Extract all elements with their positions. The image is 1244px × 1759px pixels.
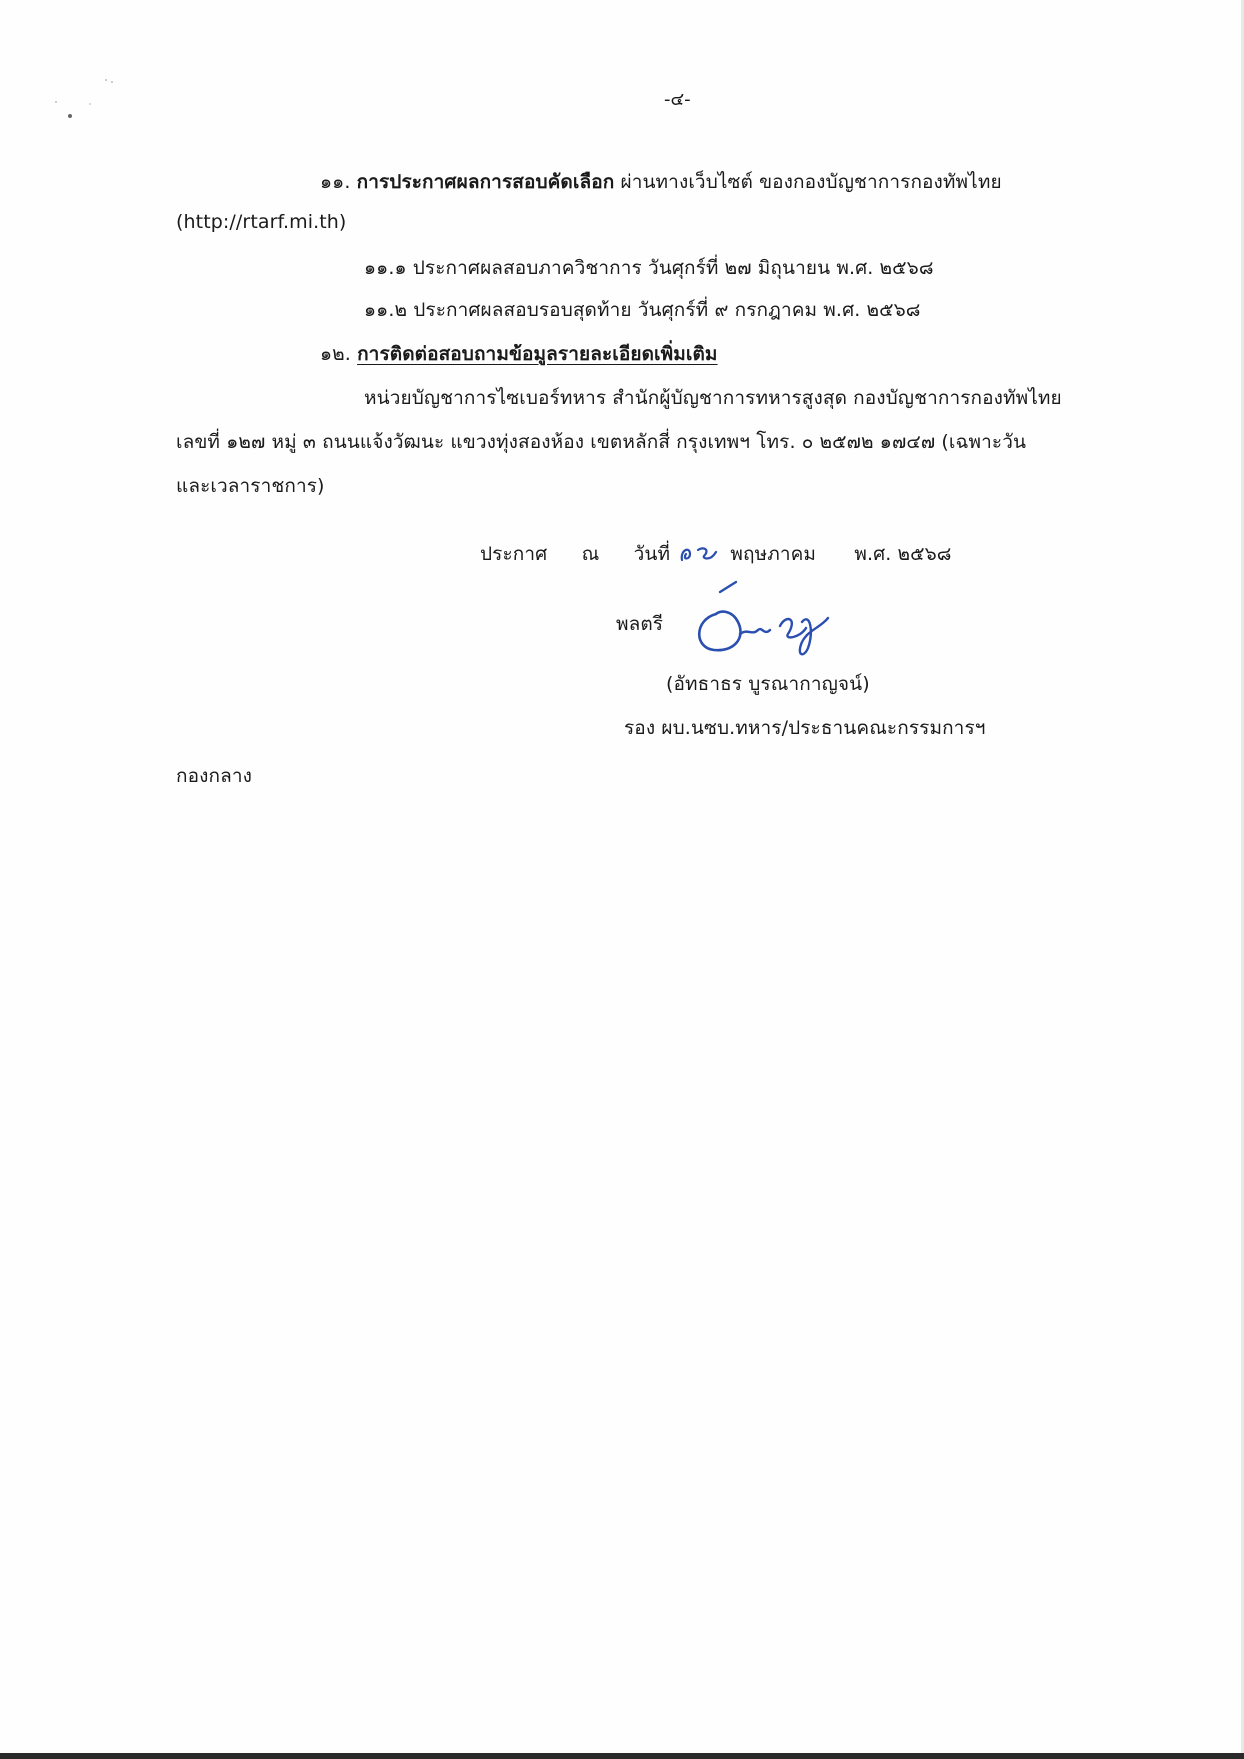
footer-department: กองกลาง <box>176 765 252 787</box>
section-12-paragraph-line-2: เลขที่ ๑๒๗ หมู่ ๓ ถนนแจ้งวัฒนะ แขวงทุ่งสองห้อง เขตหลักสี่ กรุงเทพฯ โทร. ๐ ๒๕๗๒ ๑๗๔๗ (เฉพาะวัน <box>176 431 1027 453</box>
handwritten-signature <box>690 578 890 668</box>
signatory-position: รอง ผบ.นซบ.ทหาร/ประธานคณะกรรมการฯ <box>624 717 986 739</box>
section-11-item-2: ๑๑.๒ ประกาศผลสอบรอบสุดท้าย วันศุกร์ที่ ๙ กรกฎาคม พ.ศ. ๒๕๖๘ <box>364 299 921 321</box>
scan-specks <box>50 72 140 132</box>
signatory-name: (อัทธาธร บูรณากาญจน์) <box>666 673 870 695</box>
section-11-number: ๑๑. <box>320 171 351 193</box>
section-12-heading-line <box>320 340 718 368</box>
announcement-year: พ.ศ. ๒๕๖๘ <box>854 543 952 565</box>
scan-bottom-edge <box>0 1753 1244 1759</box>
announcement-month: พฤษภาคม <box>730 543 817 565</box>
announcement-prefix: ประกาศ <box>480 543 548 565</box>
section-11-heading: การประกาศผลการสอบคัดเลือก <box>356 171 615 193</box>
announcement-at: ณ <box>581 543 600 565</box>
section-12-number: ๑๒. <box>320 343 351 365</box>
announcement-day-label: วันที่ <box>633 543 671 565</box>
section-12-heading: การติดต่อสอบถามข้อมูลรายละเอียดเพิ่มเติม <box>357 343 718 365</box>
signatory-rank: พลตรี <box>616 613 664 635</box>
section-11-url: (http://rtarf.mi.th) <box>176 211 347 233</box>
page-number: -๔- <box>664 89 691 110</box>
section-12-paragraph-line-1: หน่วยบัญชาการไซเบอร์ทหาร สำนักผู้บัญชาการทหารสูงสุด กองบัญชาการกองทัพไทย <box>364 387 1062 409</box>
section-11-item-1: ๑๑.๑ ประกาศผลสอบภาควิชาการ วันศุกร์ที่ ๒๗ มิถุนายน พ.ศ. ๒๕๖๘ <box>364 257 934 279</box>
section-11-heading-line <box>320 168 1002 196</box>
handwritten-day-number <box>676 542 724 568</box>
announcement-line <box>480 540 952 568</box>
section-12-paragraph-line-3: และเวลาราชการ) <box>176 475 325 497</box>
section-11-text: ผ่านทางเว็บไซต์ ของกองบัญชาการกองทัพไทย <box>620 171 1002 193</box>
